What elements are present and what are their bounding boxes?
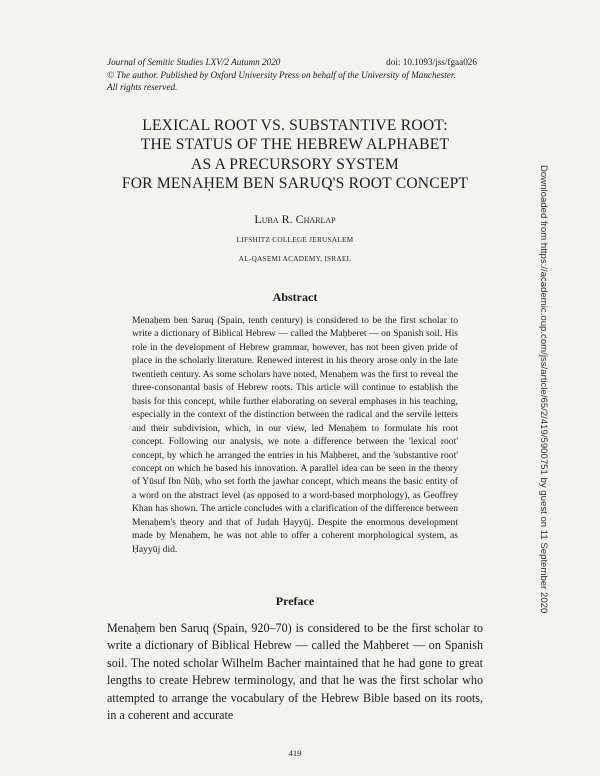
title-line: AS A PRECURSORY SYSTEM <box>191 155 399 173</box>
preface-text: Menaḥem ben Saruq (Spain, 920–70) is considered to be the first scholar to write a dictionary of Biblical Hebrew — called the Maḥberet — on Spanish soil. The noted scholar Wilhelm Bacher maintained that he had gone to great lengths to create Hebrew terminology, and that he was the first scholar who attempted to arrange the vocabulary of the Hebrew Bible based on its roots, in a coherent and accurate <box>107 621 483 723</box>
author-name: Luba R. Charlap <box>254 212 336 226</box>
abstract-heading: Abstract <box>272 290 318 304</box>
journal-header <box>107 56 477 94</box>
abstract-text: Menaḥem ben Saruq (Spain, tenth century) is considered to be the first scholar to write a dictionary of Biblical Hebrew — called the Maḥberet — on Spanish soil. His role in the development of Hebrew grammar, however, has not been given pride of place in the scholarly literature. Renewed interest in his theory arose only in the late twentieth century. As some scholars have noted, Menaḥem was the first to reveal the three-consonantal basis of Hebrew roots. This article will continue to establish the basis for this concept, while further elaborating on several emphases in his teaching, especially in the context of the distinction between the radical and the servile letters and their subdivision, which, in our view, led Menaḥem to formulate his root concept. Following our analysis, we note a difference between the 'lexical root' concept, by which he arranged the entries in his Maḥberet, and the 'substantive root' concept on which he based his innovation. A parallel idea can be seen in the theory of Yūsuf Ibn Nūḥ, who set forth the jawhar concept, which means the basic entity of a word on the abstract level (as opposed to a word-based morphology), as Geoffrey Khan has shown. The article concludes with a clarification of the difference between Menaḥem's theory and that of Judah Ḥayyūj. Despite the enormous development made by Menaḥem, he was not able to offer a coherent morphological system, as Ḥayyūj did. <box>132 315 458 555</box>
article-title <box>100 116 490 194</box>
journal-citation: Journal of Semitic Studies LXV/2 Autumn 2020 <box>107 57 281 67</box>
download-watermark: Downloaded from https://academic.oup.com/jss/article/65/2/419/5900751 by guest on 11 September 2020 <box>538 165 549 614</box>
copyright-notice: © The author. Published by Oxford University Press on behalf of the University of Manchester. <box>107 69 456 80</box>
title-line: LEXICAL ROOT VS. SUBSTANTIVE ROOT: <box>142 117 448 134</box>
affiliation-2: AL-QASEMI ACADEMY, ISRAEL <box>238 255 352 263</box>
page-number: 419 <box>288 748 302 758</box>
preface-heading: Preface <box>275 594 315 608</box>
title-line: FOR MENAḤEM BEN SARUQ'S ROOT CONCEPT <box>121 175 469 193</box>
rights-notice: All rights reserved. <box>107 82 178 92</box>
title-line: THE STATUS OF THE HEBREW ALPHABET <box>140 136 450 154</box>
affiliation-1: LIFSHITZ COLLEGE JERUSALEM <box>236 236 354 244</box>
doi: doi: 10.1093/jss/fgaa026 <box>386 57 477 67</box>
